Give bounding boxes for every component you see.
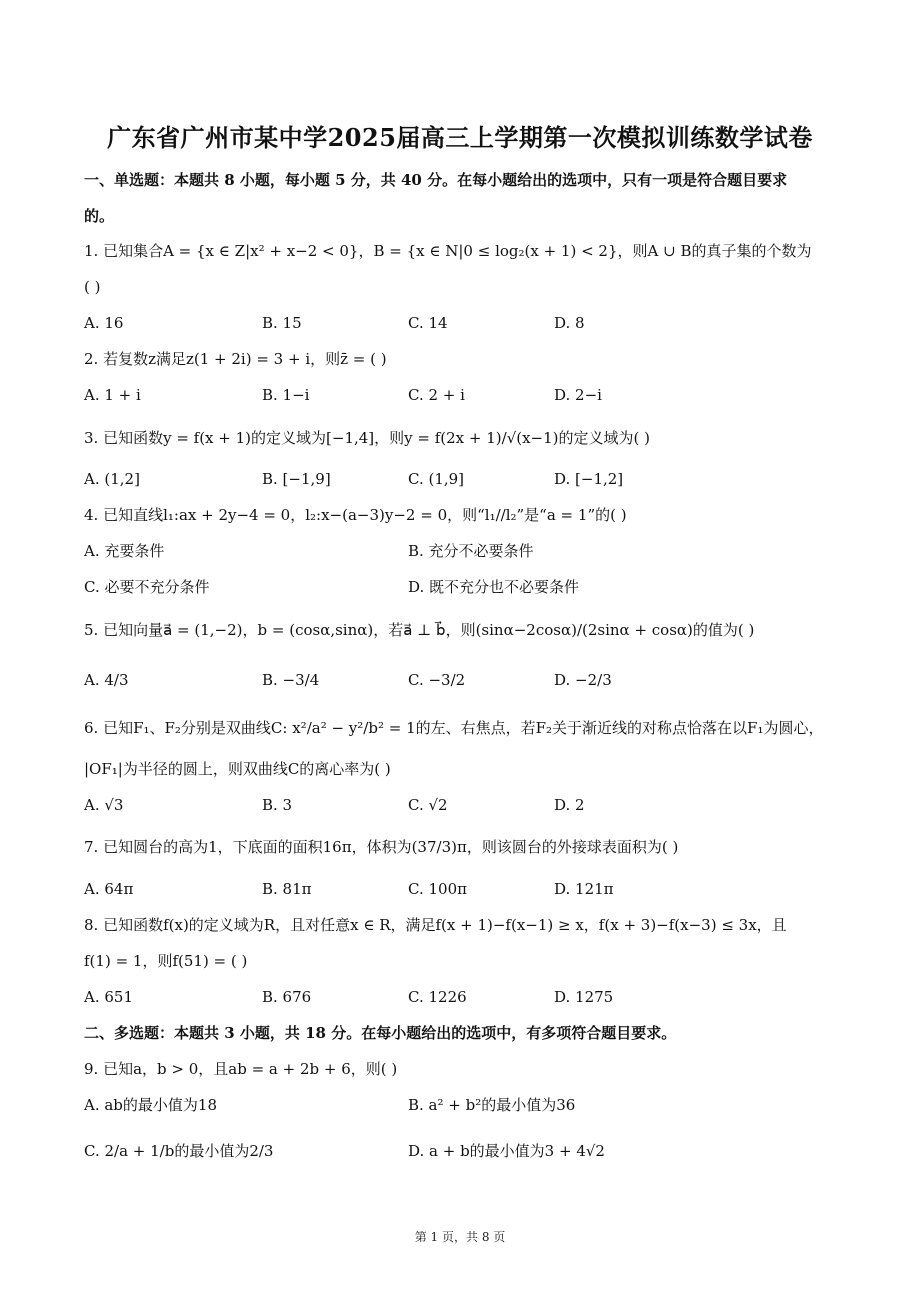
question-8-options (84, 984, 844, 1010)
q6-option-c[interactable]: C. √2 (408, 796, 448, 814)
question-9-options-row2 (84, 1138, 844, 1164)
q7-option-a[interactable]: A. 64π (84, 880, 134, 898)
q8-option-d[interactable]: D. 1275 (554, 988, 614, 1006)
q3-option-b[interactable]: B. [−1,9] (262, 470, 331, 488)
section-header-multiple-choice: 二、多选题：本题共 3 小题，共 18 分。在每小题给出的选项中，有多项符合题目要求。 (84, 1024, 677, 1042)
q9-option-b[interactable]: B. a² + b²的最小值为36 (408, 1096, 576, 1114)
q5-option-b[interactable]: B. −3/4 (262, 671, 320, 689)
q1-option-c[interactable]: C. 14 (408, 314, 448, 332)
document-title: 广东省广州市某中学2025届高三上学期第一次模拟训练数学试卷 (107, 123, 813, 152)
q4-option-b[interactable]: B. 充分不必要条件 (408, 542, 534, 560)
page-footer: 第 1 页，共 8 页 (414, 1230, 506, 1244)
section-header-continuation: 的。 (84, 207, 115, 225)
q7-option-c[interactable]: C. 100π (408, 880, 467, 898)
q5-option-d[interactable]: D. −2/3 (554, 671, 612, 689)
q2-option-b[interactable]: B. 1−i (262, 386, 310, 404)
q1-option-b[interactable]: B. 15 (262, 314, 302, 332)
q6-option-b[interactable]: B. 3 (262, 796, 293, 814)
q6-option-d[interactable]: D. 2 (554, 796, 585, 814)
question-3-options (84, 466, 844, 492)
question-5-stem: 5. 已知向量a⃗ = (1,−2)，b = (cosα,sinα)，若a⃗ ⊥ b⃗，则(sinα−2cosα)/(2sinα + cosα)的值为( ) (84, 621, 755, 639)
q7-option-d[interactable]: D. 121π (554, 880, 614, 898)
q9-option-d[interactable]: D. a + b的最小值为3 + 4√2 (408, 1142, 605, 1160)
question-9-options-row1 (84, 1092, 844, 1118)
question-2-options (84, 382, 844, 408)
question-4-options-row1 (84, 538, 844, 564)
q2-option-a[interactable]: A. 1 + i (84, 386, 141, 404)
q3-option-d[interactable]: D. [−1,2] (554, 470, 624, 488)
q2-option-c[interactable]: C. 2 + i (408, 386, 465, 404)
q7-option-b[interactable]: B. 81π (262, 880, 312, 898)
question-2-stem: 2. 若复数z满足z(1 + 2i) = 3 + i，则z̄ = ( ) (84, 350, 387, 368)
section-header-single-choice: 一、单选题：本题共 8 小题，每小题 5 分，共 40 分。在每小题给出的选项中，只有一项是符合题目要求 (84, 171, 788, 189)
q4-option-a[interactable]: A. 充要条件 (84, 542, 165, 560)
question-4-options-row2 (84, 574, 844, 600)
question-3-stem: 3. 已知函数y = f(x + 1)的定义域为[−1,4]，则y = f(2x + 1)/√(x−1)的定义域为( ) (84, 429, 650, 447)
question-6-stem-line2: |OF₁|为半径的圆上，则双曲线C的离心率为( ) (84, 760, 391, 778)
question-7-stem: 7. 已知圆台的高为1，下底面的面积16π，体积为(37/3)π，则该圆台的外接球表面积为( ) (84, 838, 679, 856)
question-7-options (84, 876, 844, 902)
q2-option-d[interactable]: D. 2−i (554, 386, 602, 404)
question-6-options (84, 792, 844, 818)
q4-option-c[interactable]: C. 必要不充分条件 (84, 578, 210, 596)
q3-option-a[interactable]: A. (1,2] (84, 470, 140, 488)
question-5-options (84, 667, 844, 693)
q1-option-d[interactable]: D. 8 (554, 314, 585, 332)
q8-option-b[interactable]: B. 676 (262, 988, 312, 1006)
question-6-stem: 6. 已知F₁、F₂分别是双曲线C: x²/a² − y²/b² = 1的左、右焦点，若F₂关于渐近线的对称点恰落在以F₁为圆心， (84, 719, 824, 737)
q8-option-a[interactable]: A. 651 (84, 988, 133, 1006)
q6-option-a[interactable]: A. √3 (84, 796, 124, 814)
question-8-stem: 8. 已知函数f(x)的定义域为R，且对任意x ∈ R，满足f(x + 1)−f(x−1) ≥ x，f(x + 3)−f(x−3) ≤ 3x，且 (84, 916, 787, 934)
question-1-stem: 1. 已知集合A = {x ∈ Z|x² + x−2 < 0}，B = {x ∈ N|0 ≤ log₂(x + 1) < 2}，则A ∪ B的真子集的个数为 (84, 242, 812, 260)
q9-option-a[interactable]: A. ab的最小值为18 (84, 1096, 218, 1114)
q3-option-c[interactable]: C. (1,9] (408, 470, 465, 488)
q5-option-a[interactable]: A. 4/3 (84, 671, 129, 689)
q1-option-a[interactable]: A. 16 (84, 314, 124, 332)
q8-option-c[interactable]: C. 1226 (408, 988, 467, 1006)
question-8-stem-line2: f(1) = 1，则f(51) = ( ) (84, 952, 248, 970)
question-4-stem: 4. 已知直线l₁:ax + 2y−4 = 0，l₂:x−(a−3)y−2 = 0，则“l₁//l₂”是“a = 1”的( ) (84, 506, 627, 524)
q4-option-d[interactable]: D. 既不充分也不必要条件 (408, 578, 580, 596)
q5-option-c[interactable]: C. −3/2 (408, 671, 466, 689)
question-9-stem: 9. 已知a，b > 0，且ab = a + 2b + 6，则( ) (84, 1060, 398, 1078)
q9-option-c[interactable]: C. 2/a + 1/b的最小值为2/3 (84, 1142, 274, 1160)
question-1-stem-line2: ( ) (84, 278, 101, 296)
question-1-options (84, 310, 844, 336)
